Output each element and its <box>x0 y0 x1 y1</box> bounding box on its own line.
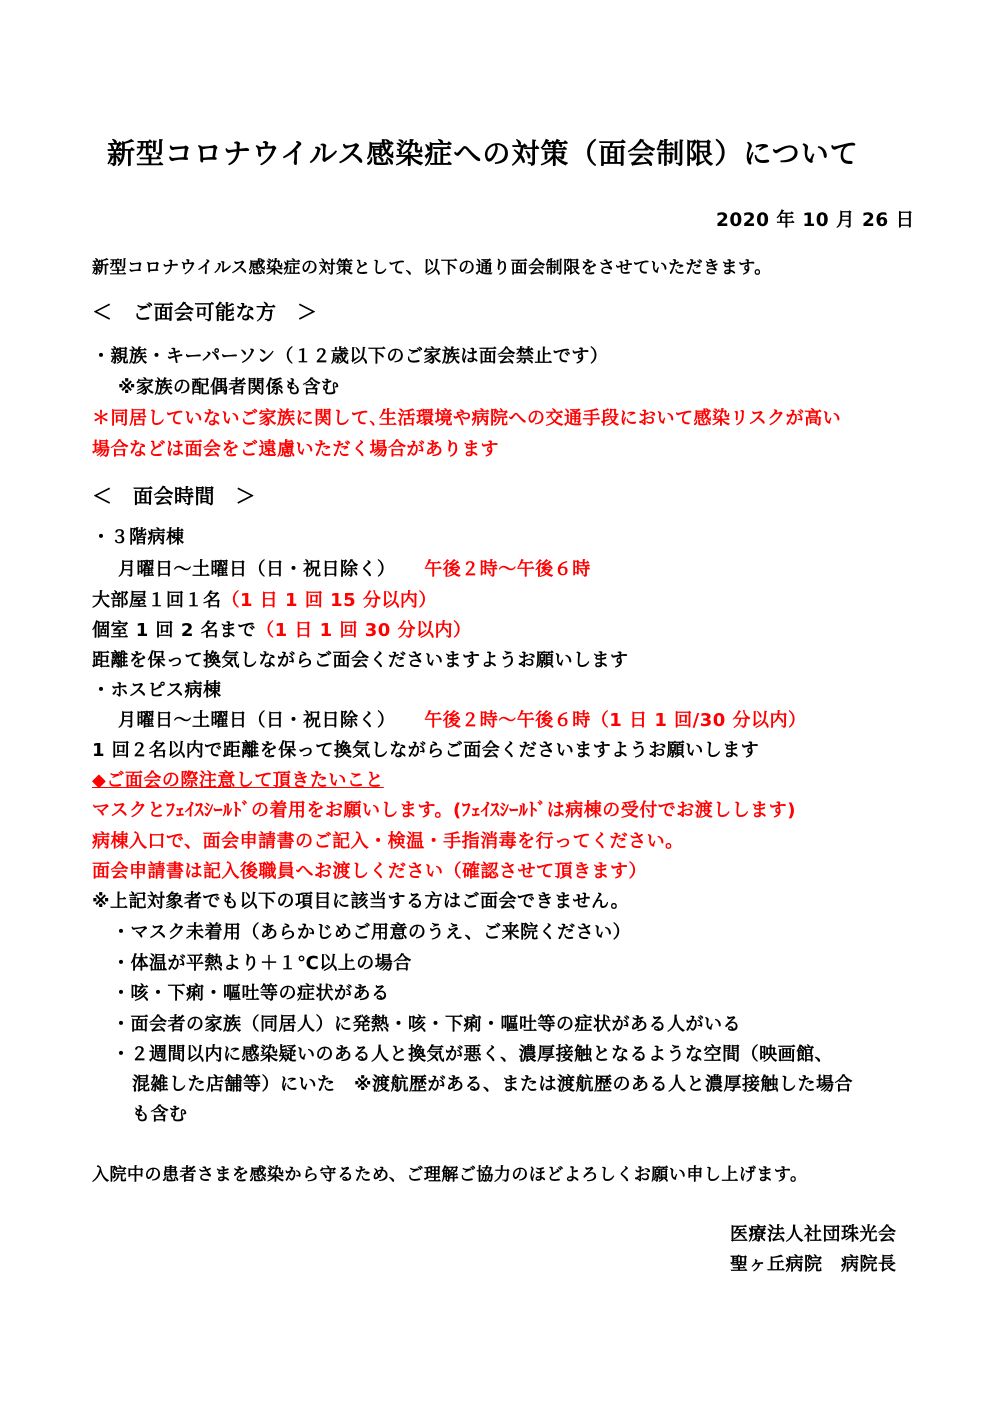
ward3-time: 午後２時～午後６時 <box>424 559 591 580</box>
ward3-days: 月曜日～土曜日（日・祝日除く） <box>118 559 396 580</box>
hours-heading: ＜ 面会時間 ＞ <box>92 484 256 508</box>
restriction-item: ・体温が平熱より＋１℃以上の場合 <box>112 953 412 974</box>
precaution-item: 病棟入口で、面会申請書のご記入・検温・手指消毒を行ってください。 <box>92 831 684 852</box>
signature-hospital: 聖ヶ丘病院 病院長 <box>730 1254 897 1275</box>
precaution-item: マスクとﾌｪｲｽｼｰﾙﾄﾞの着用をお願いします。(ﾌｪｲｽｼｰﾙﾄﾞは病棟の受付でお渡しします) <box>92 800 797 821</box>
notice-date: 2020 年 10 月 26 日 <box>716 210 915 231</box>
restriction-item: ・マスク未着用（あらかじめご用意のうえ、ご来院ください） <box>112 922 632 943</box>
restriction-item: ・２週間以内に感染疑いのある人と換気が悪く、濃厚接触となるような空間（映画館、 <box>112 1044 834 1065</box>
signature-org: 医療法人社団珠光会 <box>730 1224 897 1245</box>
ward3-note: 距離を保って換気しながらご面会くださいますようお願いします <box>92 650 629 671</box>
visitors-heading: ＜ ご面会可能な方 ＞ <box>92 300 318 324</box>
hospice-schedule <box>118 708 807 734</box>
intro-text: 新型コロナウイルス感染症の対策として、以下の通り面会制限をさせていただきます。 <box>92 258 772 278</box>
large-room-limit: （1 日 1 回 15 分以内） <box>221 590 437 611</box>
ward3-large-room <box>92 588 437 614</box>
restriction-item-continued: 混雑した店舗等）にいた ※渡航歴がある、または渡航歴のある人と濃厚接触した場合 <box>132 1074 853 1095</box>
restrictions-lead: ※上記対象者でも以下の項目に該当する方はご面会できません。 <box>92 891 630 912</box>
restriction-item-continued: も含む <box>132 1104 188 1125</box>
hospice-time: 午後２時～午後６時（1 日 1 回/30 分以内） <box>424 710 807 731</box>
hospice-days: 月曜日～土曜日（日・祝日除く） <box>118 710 396 731</box>
precaution-item: 面会申請書は記入後職員へお渡しください（確認させて頂きます） <box>92 861 647 882</box>
visitors-warning: 場合などは面会をご遠慮いただく場合があります <box>92 439 499 460</box>
private-room-limit: （1 日 1 回 30 分以内） <box>256 620 472 641</box>
ward3-private-room <box>92 618 472 644</box>
ward3-name: ・３階病棟 <box>92 527 185 548</box>
visitors-line: ・親族・キーパーソン（１２歳以下のご家族は面会禁止です） <box>92 346 609 367</box>
visitors-warning: ＊同居していないご家族に関して､生活環境や病院への交通手段において感染リスクが高い <box>92 408 842 429</box>
ward3-schedule <box>118 557 591 583</box>
visitors-note: ※家族の配偶者関係も含む <box>118 377 340 398</box>
page-title: 新型コロナウイルス感染症への対策（面会制限）について <box>107 137 859 170</box>
precautions-heading: ◆ご面会の際注意して頂きたいこと <box>92 770 384 791</box>
hospice-name: ・ホスピス病棟 <box>92 680 222 701</box>
private-room-label: 個室 1 回 2 名まで <box>92 620 257 641</box>
restriction-item: ・咳・下痢・嘔吐等の症状がある <box>112 983 390 1004</box>
hospice-note: 1 回２名以内で距離を保って換気しながらご面会くださいますようお願いします <box>92 740 760 761</box>
large-room-label: 大部屋１回１名 <box>92 590 222 611</box>
closing-text: 入院中の患者さまを感染から守るため、ご理解ご協力のほどよろしくお願い申し上げます。 <box>92 1165 808 1185</box>
restriction-item: ・面会者の家族（同居人）に発熱・咳・下痢・嘔吐等の症状がある人がいる <box>112 1014 741 1035</box>
